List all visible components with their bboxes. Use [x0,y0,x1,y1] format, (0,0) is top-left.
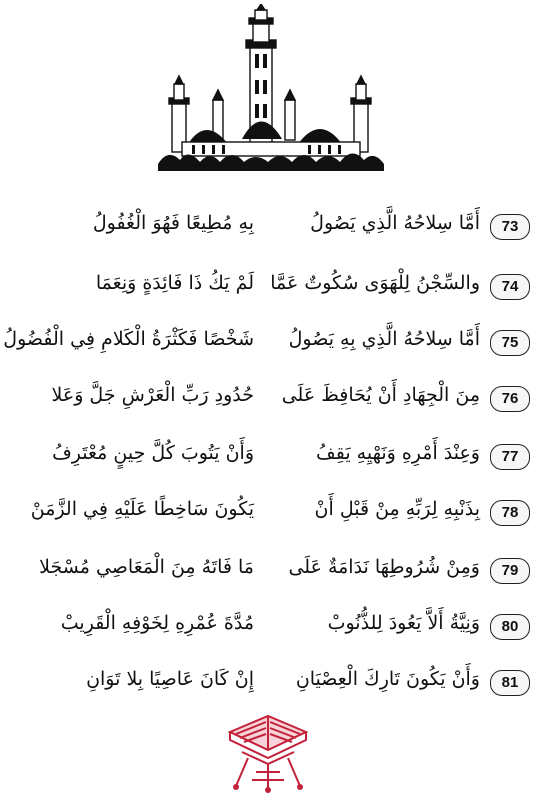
verse-number-badge: 78 [490,500,530,526]
verse-number-badge: 74 [490,274,530,300]
verse-number-badge: 75 [490,330,530,356]
verse-second-hemistich: حُدُودِ رَبِّ الْعَرْشِ جَلَّ وَعَلا [51,384,254,406]
verse-number-badge: 79 [490,558,530,584]
verse-second-hemistich: مَا فَاتَهُ مِنَ الْمَعَاصِي مُسْجَلا [39,556,254,578]
verse-row [0,556,542,596]
verse-second-hemistich: وَأَنْ يَتُوبَ كُلَّ حِينٍ مُعْتَرِفُ [52,442,254,464]
verse-first-hemistich: والسِّجْنُ لِلْهَوَى سُكُوتٌ عَمَّا [270,272,480,294]
verse-row [0,442,542,482]
verse-number-badge: 77 [490,444,530,470]
verse-second-hemistich: بِهِ مُطِيعًا فَهُوَ الْغُفُولُ [92,212,254,234]
verse-second-hemistich: يَكُونَ سَاخِطًا عَلَيْهِ فِي الزَّمَنْ [30,498,254,520]
verse-first-hemistich: وَمِنْ شُرُوطِهَا نَدَامَةٌ عَلَى [288,556,480,578]
verse-first-hemistich: بِذَنْبِهِ لِرَبِّهِ مِنْ قَبْلِ أَنْ [314,498,480,520]
verse-row [0,328,542,368]
verse-row [0,498,542,538]
verse-first-hemistich: مِنَ الْجِهَادِ أَنْ يُحَافِظَ عَلَى [281,384,480,406]
verse-row [0,272,542,312]
verse-first-hemistich: أَمَّا سِلاحُهُ الَّذِي يَصُولُ [310,212,480,234]
verse-first-hemistich: وَعِنْدَ أَمْرِهِ وَنَهْيِهِ يَقِفُ [316,442,480,464]
verse-number-badge: 81 [490,670,530,696]
quran-stand-illustration [222,702,314,794]
verse-number-badge: 76 [490,386,530,412]
verse-second-hemistich: إِنْ كَانَ عَاصِيًا بِلا تَوَانِ [86,668,254,690]
verse-first-hemistich: وَنِيَّةُ أَلاَّ يَعُودَ لِلذُّنُوبْ [327,612,480,634]
verse-first-hemistich: وَأَنْ يَكُونَ تَارِكَ الْعِصْيَانِ [295,668,480,690]
verse-second-hemistich: لَمْ يَكُ ذَا فَائِدَةٍ وَنِعَمَا [95,272,254,294]
verse-row [0,384,542,424]
mosque-illustration [158,4,384,176]
verse-second-hemistich: شَخْصًا فَكَثْرَةُ الْكَلامِ فِي الْفُضُولُ [3,328,254,350]
verse-row [0,612,542,652]
verse-number-badge: 73 [490,214,530,240]
verse-row [0,212,542,252]
verse-first-hemistich: أَمَّا سِلاحُهُ الَّذِي بِهِ يَصُولُ [288,328,480,350]
verse-number-badge: 80 [490,614,530,640]
verse-second-hemistich: مُدَّةَ عُمْرِهِ لِخَوْفِهِ الْقَرِيبْ [60,612,254,634]
